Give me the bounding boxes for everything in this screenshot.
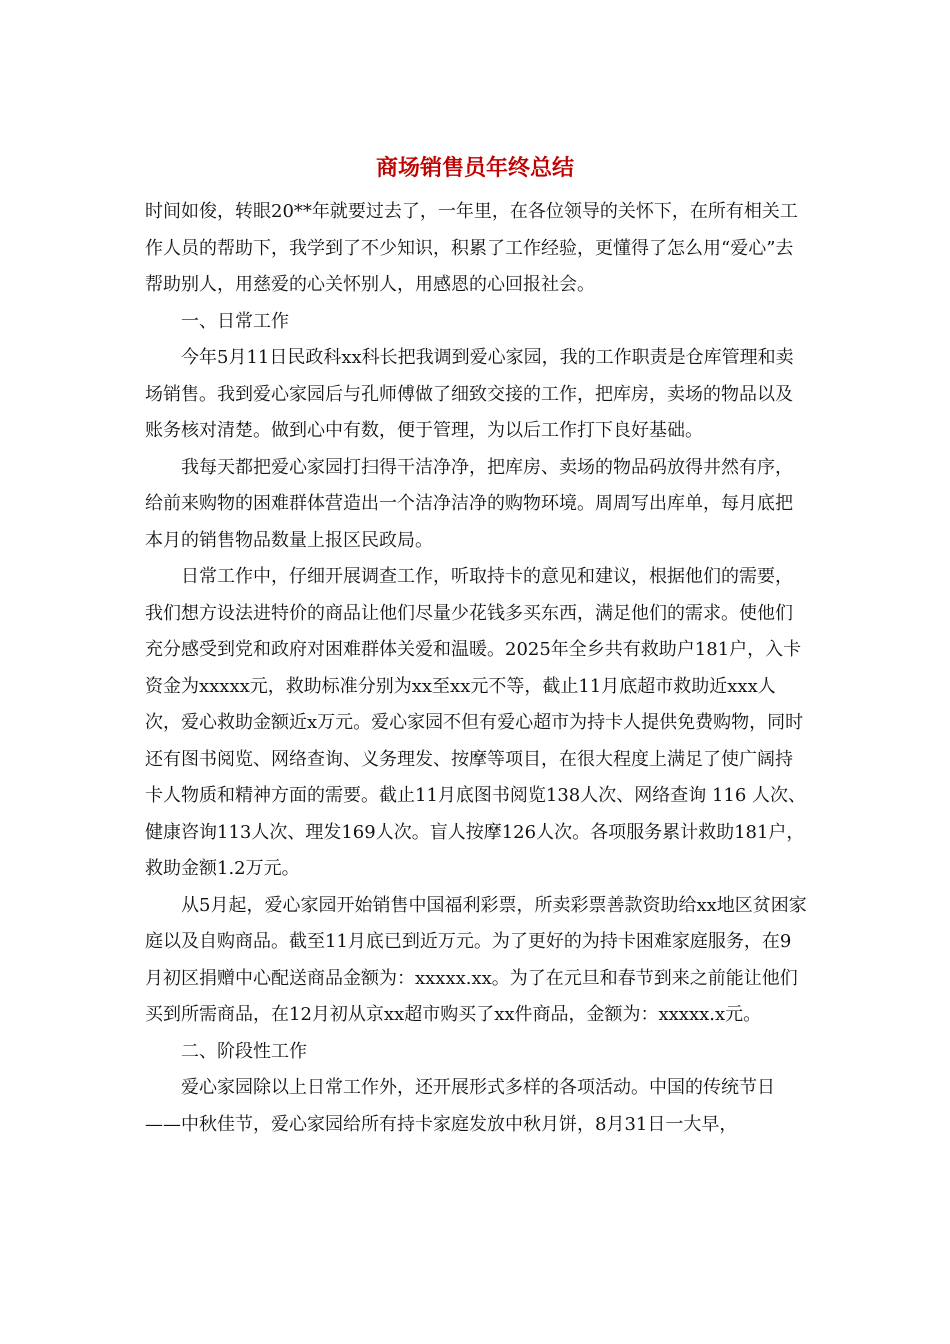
section-heading-daily-work: 一、日常工作 [181, 310, 289, 332]
document-body [145, 194, 807, 1143]
intro-paragraph: 时间如俊，转眼20**年就要过去了，一年里，在各位领导的关怀下，在所有相关工作人员的帮助下，我学到了不少知识，积累了工作经验，更懂得了怎么用“爱心”去帮助别人，用慈爱的心关怀别人，用感恩的心回报社会。 [145, 201, 798, 295]
paragraph-cleaning: 我每天都把爱心家园打扫得干洁净净，把库房、卖场的物品码放得井然有序，给前来购物的困难群体营造出一个洁净洁净的购物环境。周周写出库单，每月底把本月的销售物品数量上报区民政局。 [145, 456, 793, 551]
section-heading-phase-work: 二、阶段性工作 [181, 1040, 307, 1062]
paragraph-activities: 爱心家园除以上日常工作外，还开展形式多样的各项活动。中国的传统节日——中秋佳节，爱心家园给所有持卡家庭发放中秋月饼，8月31日一大早， [145, 1077, 775, 1135]
paragraph-lottery: 从5月起，爱心家园开始销售中国福利彩票，所卖彩票善款资助给xx地区贫困家庭以及自购商品。截至11月底已到近万元。为了更好的为持卡困难家庭服务，在9月初区捐赠中心配送商品金额为：xxxxx.xx。为了在元旦和春节到来之前能让他们买到所需商品，在12月初从京xx超市购买了xx件商品，金额为：xxxxx.x元。 [145, 894, 807, 1025]
document-title: 商场销售员年终总结 [375, 156, 574, 181]
paragraph-services: 日常工作中，仔细开展调查工作，听取持卡的意见和建议，根据他们的需要，我们想方设法进特价的商品让他们尽量少花钱多买东西，满足他们的需求。使他们充分感受到党和政府对困难群体关爱和温暖。2025年全乡共有救助户181户，入卡资金为xxxxx元，救助标准分别为xx至xx元不等，截止11月底超市救助近xxx人次，爱心救助金额近x万元。爱心家园不但有爱心超市为持卡人提供免费购物，同时还有图书阅览、网络查询、义务理发、按摩等项目，在很大程度上满足了使广阔持卡人物质和精神方面的需要。截止11月底图书阅览138人次、网络查询 116 人次、健康咨询113人次、理发169人次。盲人按摩126人次。各项服务累计救助181户，救助金额1.2万元。 [145, 566, 807, 879]
paragraph-job-duties: 今年5月11日民政科xx科长把我调到爱心家园，我的工作职责是仓库管理和卖场销售。我到爱心家园后与孔师傅做了细致交接的工作，把库房，卖场的物品以及账务核对清楚。做到心中有数，便于管理，为以后工作打下良好基础。 [145, 347, 794, 441]
